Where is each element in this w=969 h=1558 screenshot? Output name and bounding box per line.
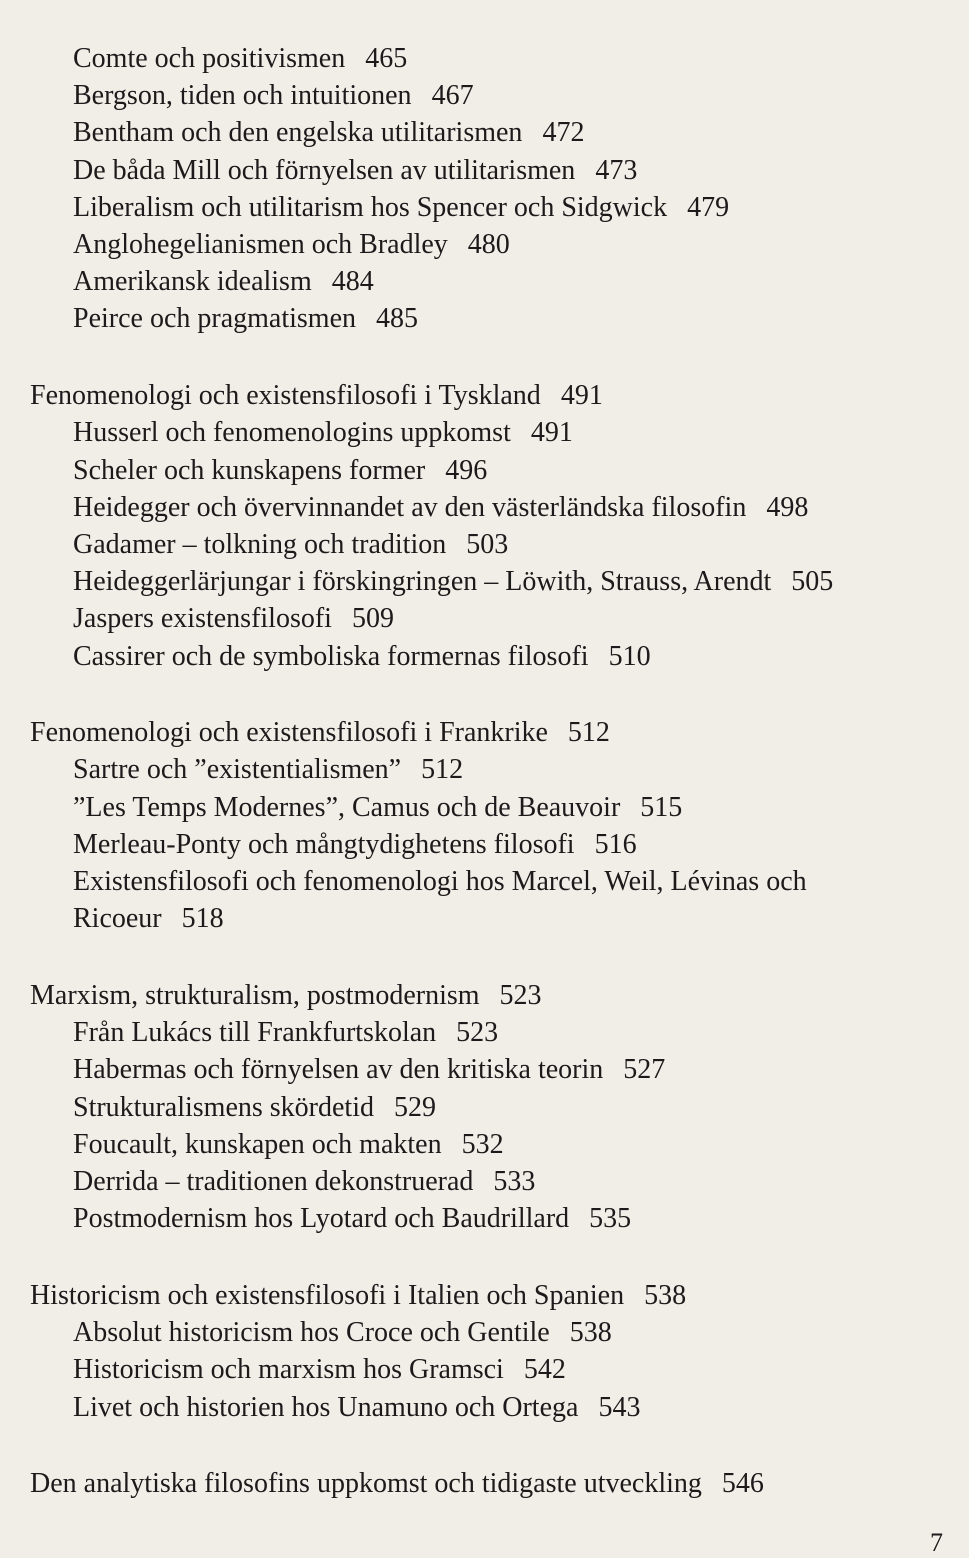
entry-page: 509 [351, 603, 394, 635]
toc-entry [30, 77, 930, 114]
entry-page: 538 [569, 1317, 612, 1349]
toc-entry [30, 1089, 930, 1126]
entry-title: Foucault, kunskapen och makten [73, 1128, 442, 1160]
entry-page: 472 [542, 117, 585, 149]
entry-title: Habermas och förnyelsen av den kritiska teorin [73, 1054, 604, 1086]
entry-title: Absolut historicism hos Croce och Gentile [73, 1317, 550, 1349]
entry-page: 529 [393, 1091, 436, 1123]
entry-page: 518 [181, 903, 224, 935]
entry-page: 479 [687, 191, 730, 223]
entry-title: Bergson, tiden och intuitionen [73, 80, 412, 112]
toc-chapter-heading [30, 977, 930, 1014]
toc-entry [30, 489, 930, 526]
entry-title: Heidegger och övervinnandet av den västerländska filosofin [73, 491, 747, 523]
toc-entry [30, 1051, 930, 1088]
toc-entry [30, 600, 930, 637]
toc-entry [30, 1126, 930, 1163]
entry-title: ”Les Temps Modernes”, Camus och de Beauvoir [73, 791, 621, 823]
toc-group-italy-spain [30, 1277, 930, 1426]
toc-entry [30, 563, 930, 600]
entry-title: Historicism och marxism hos Gramsci [73, 1354, 504, 1386]
entry-title: Heideggerlärjungar i förskingringen – Löwith, Strauss, Arendt [73, 566, 772, 598]
entry-title: Postmodernism hos Lyotard och Baudrillard [73, 1203, 570, 1235]
entry-title: Bentham och den engelska utilitarismen [73, 117, 523, 149]
entry-page: 527 [623, 1054, 666, 1086]
toc-entry [30, 638, 930, 675]
entry-page: 484 [331, 266, 374, 298]
chapter-page: 512 [567, 717, 610, 749]
toc-group-19th-century [30, 40, 930, 338]
entry-page: 473 [595, 154, 638, 186]
entry-title: Sartre och ”existentialismen” [73, 754, 402, 786]
toc-entry [30, 114, 930, 151]
toc-entry [30, 1389, 930, 1426]
entry-page: 467 [431, 80, 474, 112]
toc-entry [30, 40, 930, 77]
entry-title: Scheler och kunskapens former [73, 454, 426, 486]
entry-page: 485 [376, 303, 419, 335]
toc-chapter-heading [30, 1465, 930, 1502]
entry-page: 503 [466, 528, 509, 560]
entry-page: 523 [456, 1017, 499, 1049]
page-number: 7 [930, 1528, 943, 1557]
chapter-title: Marxism, strukturalism, postmodernism [30, 979, 480, 1011]
entry-title: Livet och historien hos Unamuno och Ortega [73, 1391, 579, 1423]
entry-title: Merleau-Ponty och mångtydighetens filosofi [73, 828, 575, 860]
toc-chapter-heading [30, 714, 930, 751]
chapter-title: Fenomenologi och existensfilosofi i Tyskland [30, 380, 541, 412]
chapter-title: Den analytiska filosofins uppkomst och tidigaste utveckling [30, 1468, 702, 1500]
entry-page: 516 [594, 828, 637, 860]
entry-page: 510 [608, 640, 651, 672]
entry-page: 498 [766, 491, 809, 523]
chapter-page: 523 [499, 979, 542, 1011]
toc-group-marxism-structuralism [30, 977, 930, 1237]
toc-entry [30, 1351, 930, 1388]
entry-page: 491 [530, 417, 573, 449]
toc-entry [30, 300, 930, 337]
entry-title: De båda Mill och förnyelsen av utilitarismen [73, 154, 576, 186]
entry-title: Existensfilosofi och fenomenologi hos Marcel, Weil, Lévinas och Ricoeur [73, 866, 807, 935]
entry-title: Gadamer – tolkning och tradition [73, 528, 447, 560]
table-of-contents [30, 40, 930, 1542]
entry-page: 496 [445, 454, 488, 486]
toc-entry [30, 1163, 930, 1200]
entry-title: Husserl och fenomenologins uppkomst [73, 417, 511, 449]
toc-entry [30, 152, 930, 189]
entry-page: 512 [421, 754, 464, 786]
toc-group-phenomenology-france [30, 714, 930, 937]
entry-page: 505 [791, 566, 834, 598]
toc-entry [30, 189, 930, 226]
chapter-page: 546 [721, 1468, 764, 1500]
chapter-page: 538 [644, 1279, 687, 1311]
toc-entry [30, 263, 930, 300]
chapter-page: 491 [560, 380, 603, 412]
entry-title: Strukturalismens skördetid [73, 1091, 374, 1123]
entry-page: 480 [467, 229, 510, 261]
entry-title: Amerikansk idealism [73, 266, 312, 298]
entry-page: 465 [365, 43, 408, 74]
toc-entry [30, 526, 930, 563]
toc-group-phenomenology-germany [30, 377, 930, 675]
entry-title: Jaspers existensfilosofi [73, 603, 332, 635]
toc-entry [30, 414, 930, 451]
toc-chapter-heading [30, 377, 930, 414]
entry-title: Comte och positivismen [73, 43, 346, 74]
toc-chapter-heading [30, 1277, 930, 1314]
entry-page: 542 [523, 1354, 566, 1386]
toc-entry [30, 751, 930, 788]
entry-page: 543 [598, 1391, 641, 1423]
toc-entry [30, 1200, 930, 1237]
toc-entry [30, 452, 930, 489]
entry-page: 535 [589, 1203, 632, 1235]
chapter-title: Historicism och existensfilosofi i Italien och Spanien [30, 1279, 625, 1311]
entry-page: 532 [461, 1128, 504, 1160]
chapter-title: Fenomenologi och existensfilosofi i Frankrike [30, 717, 548, 749]
entry-page: 533 [493, 1165, 536, 1197]
toc-group-analytic-philosophy [30, 1465, 930, 1502]
toc-entry [30, 863, 933, 937]
toc-entry [30, 789, 930, 826]
entry-page: 515 [640, 791, 683, 823]
toc-entry [30, 1314, 930, 1351]
toc-entry [30, 226, 930, 263]
entry-title: Liberalism och utilitarism hos Spencer och Sidgwick [73, 191, 668, 223]
toc-entry [30, 826, 930, 863]
entry-title: Peirce och pragmatismen [73, 303, 357, 335]
toc-entry [30, 1014, 930, 1051]
entry-title: Cassirer och de symboliska formernas filosofi [73, 640, 589, 672]
entry-title: Derrida – traditionen dekonstruerad [73, 1165, 474, 1197]
entry-title: Från Lukács till Frankfurtskolan [73, 1017, 437, 1049]
entry-title: Anglohegelianismen och Bradley [73, 229, 448, 261]
